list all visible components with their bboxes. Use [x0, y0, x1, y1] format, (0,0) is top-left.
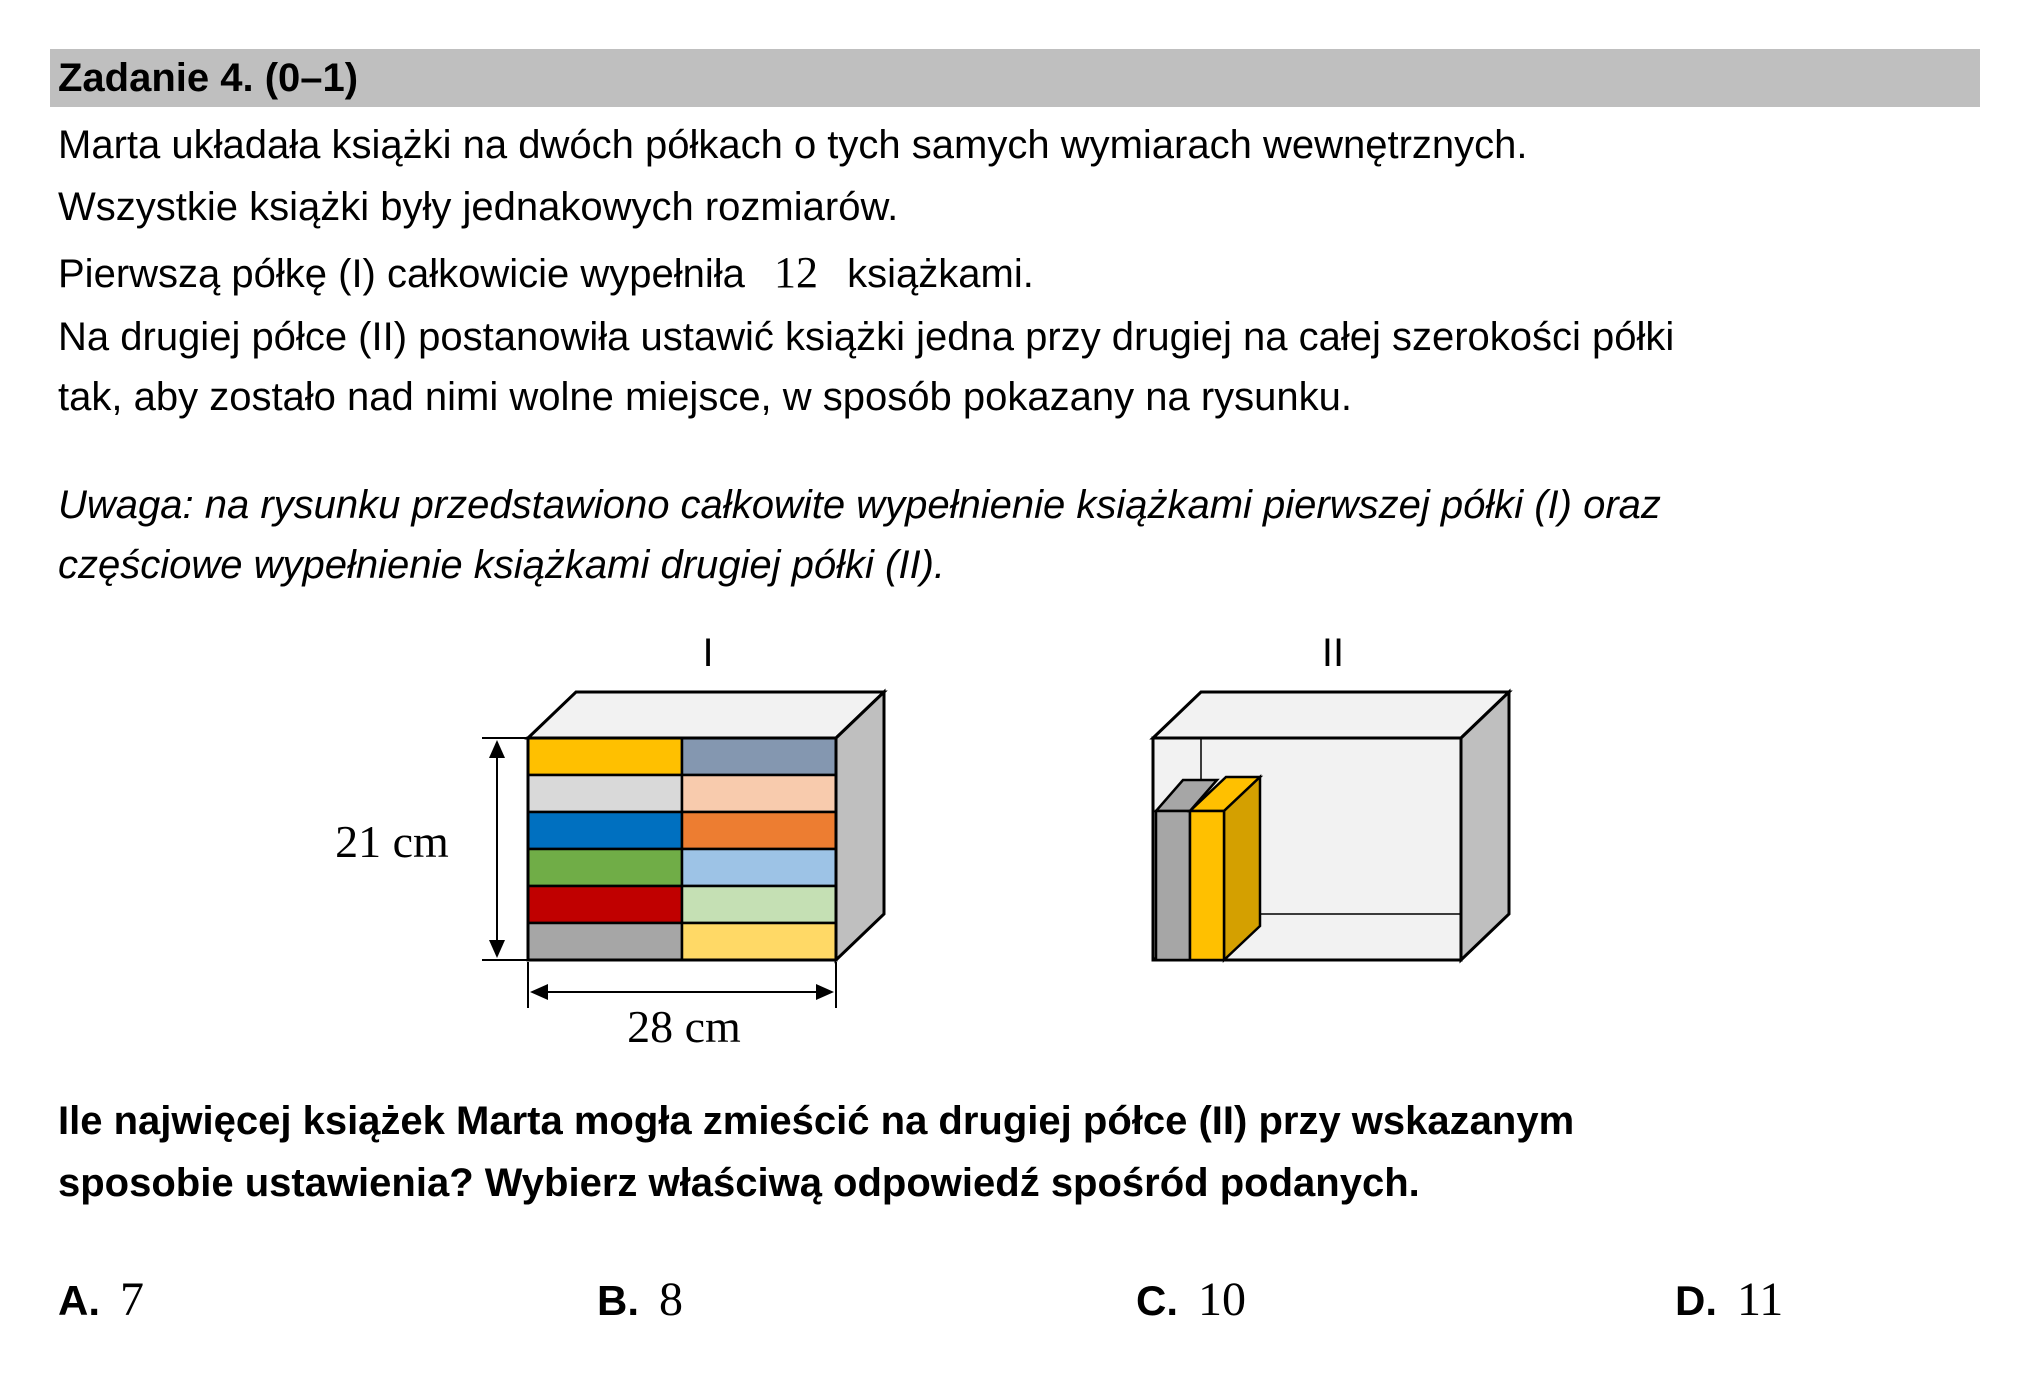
- task-title: Zadanie 4. (0–1): [58, 56, 359, 100]
- shelf-1-book-left-3: [528, 812, 682, 849]
- books-count: 12: [774, 248, 819, 297]
- answer-b-value: 8: [659, 1273, 683, 1326]
- shelf-2-side: [1461, 692, 1509, 960]
- shelf-1-book-left-1: [528, 738, 682, 775]
- answer-c-value: 10: [1198, 1273, 1246, 1326]
- answer-d-value: 11: [1737, 1273, 1784, 1326]
- shelf-2-label: II: [1321, 631, 1345, 675]
- shelf-1-book-left-5: [528, 886, 682, 923]
- shelf-2-yellow-book-side: [1224, 777, 1260, 960]
- intro-line-2: Wszystkie książki były jednakowych rozmiarów.: [58, 185, 899, 229]
- shelf-2-gray-book-spine: [1156, 811, 1190, 960]
- shelf-1-top: [528, 692, 884, 738]
- shelf-1-book-right-6: [682, 923, 836, 960]
- shelf-1-books: [528, 738, 836, 960]
- intro-line-3-after: książkami.: [847, 252, 1034, 296]
- answer-a-letter: A.: [58, 1277, 100, 1324]
- shelf-2-yellow-book-spine: [1190, 811, 1224, 960]
- height-arrow-up: [489, 740, 505, 758]
- shelf-1-book-left-2: [528, 775, 682, 812]
- shelf-1-label: I: [702, 631, 714, 675]
- shelf-1-book-right-5: [682, 886, 836, 923]
- shelf-1-book-right-2: [682, 775, 836, 812]
- shelf-1-book-right-3: [682, 812, 836, 849]
- shelf-2: [1153, 692, 1509, 960]
- width-arrow-right: [816, 984, 834, 1000]
- shelf-2-top: [1153, 692, 1509, 738]
- shelf-1-side: [836, 692, 884, 960]
- answer-a-value: 7: [120, 1273, 144, 1326]
- answer-option-b[interactable]: [597, 1272, 683, 1329]
- answer-option-d[interactable]: [1675, 1272, 1783, 1329]
- answer-option-a[interactable]: [58, 1272, 144, 1329]
- width-dimension: [528, 962, 836, 1052]
- height-dimension: [335, 738, 528, 960]
- shelf-1-book-right-4: [682, 849, 836, 886]
- shelf-1: [528, 692, 884, 960]
- question-line-1: Ile najwięcej książek Marta mogła zmieścić na drugiej półce (II) przy wskazanym: [58, 1099, 1575, 1143]
- height-arrow-down: [489, 940, 505, 958]
- question-line-2: sposobie ustawienia? Wybierz właściwą odpowiedź spośród podanych.: [58, 1161, 1420, 1205]
- answer-d-letter: D.: [1675, 1277, 1717, 1324]
- shelf-1-book-left-6: [528, 923, 682, 960]
- intro-line-4: Na drugiej półce (II) postanowiła ustawić książki jedna przy drugiej na całej szerokości półki: [58, 315, 1675, 359]
- shelf-1-book-left-4: [528, 849, 682, 886]
- note-line-1: Uwaga: na rysunku przedstawiono całkowite wypełnienie książkami pierwszej półki (I) oraz: [58, 483, 1661, 527]
- answer-b-letter: B.: [597, 1277, 639, 1324]
- intro-line-5: tak, aby zostało nad nimi wolne miejsce, w sposób pokazany na rysunku.: [58, 375, 1353, 419]
- width-arrow-left: [530, 984, 548, 1000]
- answer-c-letter: C.: [1136, 1277, 1178, 1324]
- width-label: 28 cm: [627, 1001, 741, 1052]
- intro-line-3-before: Pierwszą półkę (I) całkowicie wypełniła: [58, 252, 745, 296]
- shelf-1-book-right-1: [682, 738, 836, 775]
- answer-option-c[interactable]: [1136, 1272, 1246, 1329]
- note-line-2: częściowe wypełnienie książkami drugiej półki (II).: [58, 543, 946, 587]
- height-label: 21 cm: [335, 816, 449, 867]
- intro-line-1: Marta układała książki na dwóch półkach o tych samych wymiarach wewnętrznych.: [58, 123, 1528, 167]
